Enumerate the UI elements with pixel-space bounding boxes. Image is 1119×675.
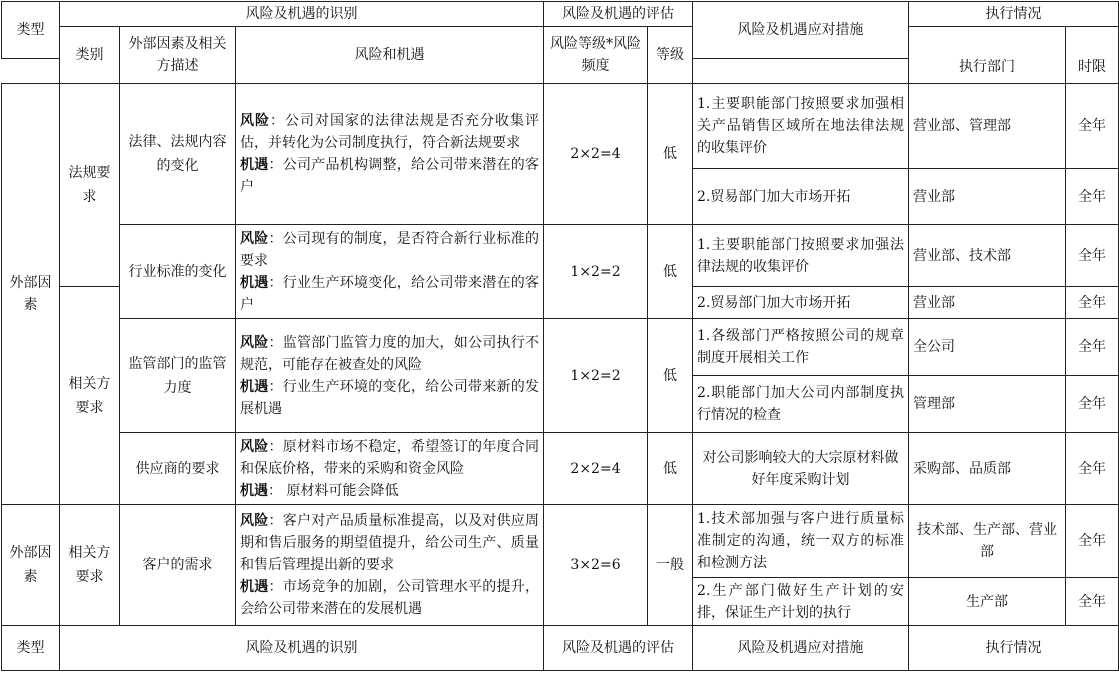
- risk-text: ：客户对产品质量标准提高，以及对供应周期和售后服务的期望值提升，给公司生产、质量和售后管理提出新的要求: [240, 513, 540, 573]
- dept-cell: 营业部、管理部: [909, 84, 1066, 169]
- risk-opportunity-cell: [236, 505, 544, 626]
- deadline-cell: 全年: [1066, 287, 1119, 319]
- measure-cell: 2.生产部门做好生产计划的安排，保证生产计划的执行: [693, 578, 909, 626]
- header-type: 类型: [2, 2, 60, 59]
- dept-cell: 全公司: [909, 319, 1066, 376]
- opportunity-text: ：行业生产环境的变化，给公司带来新的发展机遇: [240, 378, 540, 417]
- dept-cell: 营业部、技术部: [909, 225, 1066, 287]
- header-risk-level-freq: 风险等级*风险频度: [544, 27, 648, 84]
- footer-measures: 风险及机遇应对措施: [693, 626, 909, 671]
- deadline-cell: 全年: [1066, 169, 1119, 225]
- risk-opportunity-cell: [236, 433, 544, 505]
- risk-text: ：公司现有的制度，是否符合新行业标准的要求: [240, 230, 540, 269]
- header-risk-opportunity: 风险和机遇: [236, 27, 544, 84]
- grade-cell: 一般: [648, 505, 693, 626]
- deadline-cell: 全年: [1066, 376, 1119, 433]
- risk-label: 风险: [240, 513, 269, 529]
- measure-cell: 对公司影响较大的大宗原材料做好年度采购计划: [693, 433, 909, 505]
- deadline-cell: 全年: [1066, 505, 1119, 578]
- dept-cell: 采购部、品质部: [909, 433, 1066, 505]
- measure-cell: 1.各级部门严格按照公司的规章制度开展相关工作: [693, 319, 909, 376]
- grade-cell: 低: [648, 433, 693, 505]
- dept-cell: 技术部、生产部、营业部: [909, 505, 1066, 578]
- score-cell: 1×2=2: [544, 319, 648, 433]
- dept-cell: 管理部: [909, 376, 1066, 433]
- header-deadline: 时限: [1066, 27, 1119, 84]
- opportunity-label: 机遇: [240, 274, 269, 291]
- category-cell: 相关方要求: [60, 505, 120, 626]
- opportunity-label: 机遇: [240, 579, 269, 595]
- header-identification: 风险及机遇的识别: [60, 2, 544, 27]
- measure-cell: 2.职能部门加大公司内部制度执行情况的检查: [693, 376, 909, 433]
- risk-label: 风险: [240, 438, 269, 455]
- risk-text: ：公司对国家的法律法规是否充分收集评估，并转化为公司制度执行，符合新法规要求: [240, 113, 540, 151]
- deadline-cell: 全年: [1066, 84, 1119, 169]
- risk-opportunity-table: [1, 1, 1119, 671]
- measure-cell: 1.主要职能部门按照要求加强相关产品销售区域所在地法律法规的收集评价: [693, 84, 909, 169]
- opportunity-label: 机遇: [240, 482, 268, 499]
- opportunity-text: ：公司产品机构调整，给公司带来潜在的客户: [240, 157, 540, 195]
- footer-evaluation: 风险及机遇的评估: [544, 626, 693, 671]
- opportunity-text: ： 原材料可能会降低: [268, 482, 399, 499]
- deadline-cell: 全年: [1066, 319, 1119, 376]
- score-cell: 3×2=6: [544, 505, 648, 626]
- grade-cell: 低: [648, 84, 693, 225]
- opportunity-text: ：行业生产环境变化，给公司带来潜在的客户: [240, 274, 540, 313]
- desc-cell: 法律、法规内容的变化: [120, 84, 236, 225]
- deadline-cell: 全年: [1066, 433, 1119, 505]
- risk-opportunity-cell: [236, 84, 544, 225]
- deadline-cell: 全年: [1066, 578, 1119, 626]
- score-cell: 2×2=4: [544, 84, 648, 225]
- header-grade: 等级: [648, 27, 693, 84]
- measure-cell: 2.贸易部门加大市场开拓: [693, 169, 909, 225]
- measure-cell: 1.技术部加强与客户进行质量标准制定的沟通，统一双方的标准和检测方法: [693, 505, 909, 578]
- risk-label: 风险: [240, 230, 269, 247]
- risk-label: 风险: [240, 113, 271, 129]
- footer-execution: 执行情况: [909, 626, 1119, 671]
- risk-opportunity-cell: [236, 319, 544, 433]
- desc-cell: 供应商的要求: [120, 433, 236, 505]
- measure-cell: 1.主要职能部门按照要求加强法律法规的收集评价: [693, 225, 909, 287]
- footer-identification: 风险及机遇的识别: [60, 626, 544, 671]
- dept-cell: 营业部: [909, 287, 1066, 319]
- grade-cell: 低: [648, 225, 693, 319]
- score-cell: 2×2=4: [544, 433, 648, 505]
- score-cell: 1×2=2: [544, 225, 648, 319]
- deadline-cell: 全年: [1066, 225, 1119, 287]
- opportunity-text: ：市场竞争的加剧，公司管理水平的提升，会给公司带来潜在的发展机遇: [240, 579, 540, 617]
- category-cell: 法规要求: [60, 84, 120, 287]
- desc-cell: 监管部门的监管力度: [120, 319, 236, 433]
- header-external-desc: 外部因素及相关方描述: [120, 27, 236, 84]
- category-cell: 相关方要求: [60, 287, 120, 505]
- opportunity-label: 机遇: [240, 157, 269, 173]
- header-exec-dept: 执行部门: [909, 27, 1066, 84]
- risk-label: 风险: [240, 334, 269, 351]
- dept-cell: 营业部: [909, 169, 1066, 225]
- type-cell: 外部因素: [2, 84, 60, 505]
- desc-cell: 行业标准的变化: [120, 225, 236, 319]
- type-cell: 外部因素: [2, 505, 60, 626]
- footer-type: 类型: [2, 626, 60, 671]
- grade-cell: 低: [648, 319, 693, 433]
- measure-cell: 2.贸易部门加大市场开拓: [693, 287, 909, 319]
- risk-text: ：原材料市场不稳定，希望签订的年度合同和保底价格，带来的采购和资金风险: [240, 438, 540, 477]
- opportunity-label: 机遇: [240, 378, 269, 395]
- risk-opportunity-cell: [236, 225, 544, 319]
- risk-text: ：监管部门监管力度的加大，如公司执行不规范，可能存在被查处的风险: [240, 334, 540, 373]
- dept-cell: 生产部: [909, 578, 1066, 626]
- header-measures: 风险及机遇应对措施: [693, 2, 909, 59]
- header-execution: 执行情况: [909, 2, 1119, 27]
- header-evaluation: 风险及机遇的评估: [544, 2, 693, 27]
- desc-cell: 客户的需求: [120, 505, 236, 626]
- header-category: 类别: [60, 27, 120, 84]
